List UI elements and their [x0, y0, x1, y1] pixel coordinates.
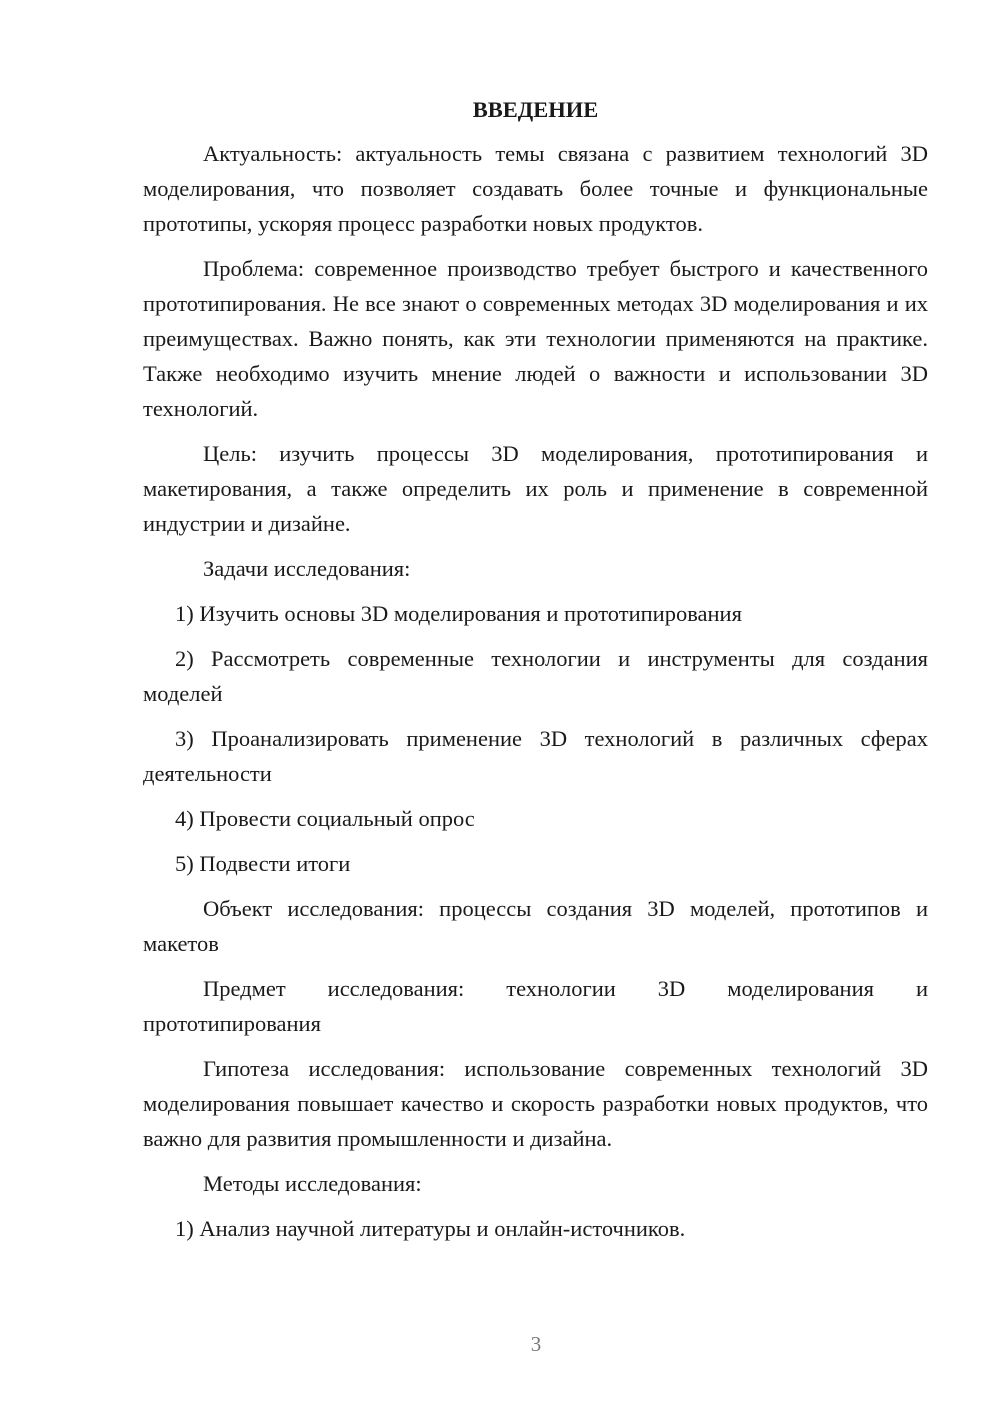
task-item-1: 1) Изучить основы 3D моделирования и прототипирования [175, 601, 742, 626]
method-item-1: 1) Анализ научной литературы и онлайн-источников. [175, 1216, 686, 1241]
hypothesis-paragraph: Гипотеза исследования: использование современных технологий 3D моделирования повышает качество и скорость разработки новых продуктов, что важно для развития промышленности и дизайна. [143, 1056, 928, 1151]
object-paragraph: Объект исследования: процессы создания 3D моделей, прототипов и макетов [143, 896, 928, 956]
section-heading: ВВЕДЕНИЕ [472, 97, 599, 122]
subject-paragraph: Предмет исследования: технологии 3D моделирования и прототипирования [143, 976, 928, 1036]
problem-paragraph: Проблема: современное производство требует быстрого и качественного прототипирования. Не все знают о современных методах 3D моделирования и их преимуществах. Важно понять, как эти технологии применяются на практике. Также необходимо изучить мнение людей о важности и использовании 3D технологий. [143, 256, 928, 421]
relevance-paragraph: Актуальность: актуальность темы связана с развитием технологий 3D моделирования, что позволяет создавать более точные и функциональные прототипы, ускоряя процесс разработки новых продуктов. [143, 141, 928, 236]
task-item-5: 5) Подвести итоги [175, 851, 351, 876]
page-number: 3 [530, 1332, 542, 1356]
task-item-4: 4) Провести социальный опрос [175, 806, 475, 831]
tasks-label: Задачи исследования: [203, 556, 411, 581]
task-item-3: 3) Проанализировать применение 3D технологий в различных сферах деятельности [143, 726, 928, 786]
task-item-2: 2) Рассмотреть современные технологии и инструменты для создания моделей [143, 646, 928, 706]
document-page [143, 92, 928, 1256]
methods-label: Методы исследования: [203, 1171, 422, 1196]
goal-paragraph: Цель: изучить процессы 3D моделирования, прототипирования и макетирования, а также определить их роль и применение в современной индустрии и дизайне. [143, 441, 928, 536]
